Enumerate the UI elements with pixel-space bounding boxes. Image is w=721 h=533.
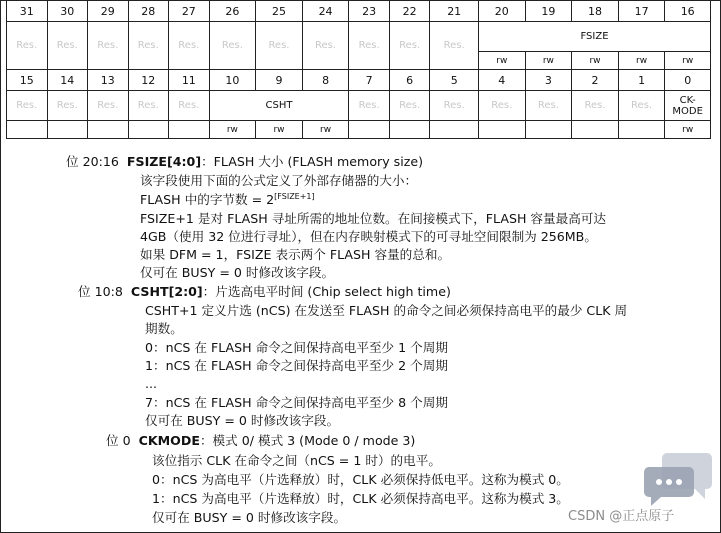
watermark-text: CSDN @正点原子 (568, 509, 675, 524)
reserved-cell: Res. (430, 91, 479, 121)
csht-name: CSHT[2:0] (130, 284, 203, 299)
csht-desc-line: CSHT+1 定义片选 (nCS) 在发送至 FLASH 的命令之间必须保持高电平的最少 CLK 周 (145, 303, 628, 318)
access-rw: rw (665, 121, 711, 139)
csht-desc-line: 仅可在 BUSY = 0 时修改该字段。 (145, 413, 340, 428)
csht-option-line: 7：nCS 在 FLASH 命令之间保持高电平至少 8 个周期 (145, 395, 448, 410)
bit-number: 26 (209, 1, 256, 22)
lower-access-row (7, 121, 711, 139)
bit-number: 18 (572, 1, 619, 22)
ckmode-option-line: 0：nCS 为高电平（片选释放）时，CLK 必须保持低电平。这称为模式 0。 (152, 472, 569, 487)
bit-number: 29 (88, 1, 129, 22)
bit-number: 16 (665, 1, 711, 22)
upper-bit-number-row (7, 1, 711, 22)
bit-number: 9 (256, 70, 303, 91)
access-empty (572, 121, 619, 139)
fsize-title: ：FLASH 大小 (FLASH memory size) (201, 154, 423, 169)
bit-number: 21 (430, 1, 479, 22)
fsize-desc-line: 仅可在 BUSY = 0 时修改该字段。 (140, 265, 335, 280)
ckmode-label-line2: MODE (672, 105, 703, 117)
csht-desc-line: 期数。 (145, 321, 183, 336)
access-rw: rw (302, 121, 349, 139)
bit-number: 6 (389, 70, 430, 91)
bit-number: 19 (525, 1, 572, 22)
fsize-bits: 位 20:16 (66, 154, 119, 169)
csht-option-line: 0：nCS 在 FLASH 命令之间保持高电平至少 1 个周期 (145, 340, 448, 355)
reserved-cell: Res. (169, 91, 210, 121)
access-empty (88, 121, 129, 139)
fsize-formula-exponent: [FSIZE+1] (274, 192, 315, 201)
reserved-cell: Res. (128, 22, 169, 70)
fsize-desc-line: FSIZE+1 是对 FLASH 寻址所需的地址位数。在间接模式下，FLASH 容量最高可达 (140, 211, 606, 226)
access-rw: rw (525, 52, 572, 70)
reserved-cell: Res. (525, 91, 572, 121)
access-empty (169, 121, 210, 139)
lower-bit-number-row (7, 70, 711, 91)
lower-field-row (7, 91, 711, 121)
bit-number: 10 (209, 70, 256, 91)
reserved-cell: Res. (7, 91, 48, 121)
ckmode-label-line1: CK- (679, 94, 696, 106)
bit-number: 23 (349, 1, 390, 22)
bit-number: 4 (479, 70, 526, 91)
reserved-cell: Res. (169, 22, 210, 70)
reserved-cell: Res. (302, 22, 349, 70)
bit-number: 20 (479, 1, 526, 22)
reserved-cell: Res. (572, 91, 619, 121)
reserved-cell: Res. (47, 22, 88, 70)
bit-number: 28 (128, 1, 169, 22)
bit-number: 15 (7, 70, 48, 91)
fsize-heading (66, 153, 423, 170)
access-rw: rw (618, 52, 665, 70)
access-empty (479, 121, 526, 139)
ckmode-option-line: 1：nCS 为高电平（片选释放）时，CLK 必须保持高电平。这称为模式 3。 (152, 491, 569, 506)
fsize-name: FSIZE[4:0] (126, 154, 202, 169)
access-empty (128, 121, 169, 139)
bit-number: 0 (665, 70, 711, 91)
bit-number: 31 (7, 1, 48, 22)
bit-number: 1 (618, 70, 665, 91)
bit-number: 30 (47, 1, 88, 22)
csht-option-line: 1：nCS 在 FLASH 命令之间保持高电平至少 2 个周期 (145, 358, 448, 373)
fsize-field-cell: FSIZE (479, 22, 711, 52)
reserved-cell: Res. (88, 22, 129, 70)
access-rw: rw (572, 52, 619, 70)
bit-number: 3 (525, 70, 572, 91)
reserved-cell: Res. (88, 91, 129, 121)
csht-bits: 位 10:8 (78, 284, 123, 299)
bit-number: 8 (302, 70, 349, 91)
ckmode-title: ：模式 0/ 模式 3 (Mode 0 / mode 3) (199, 433, 416, 448)
csht-title: ：片选高电平时间 (Chip select high time) (202, 284, 451, 299)
access-empty (47, 121, 88, 139)
upper-field-row (7, 22, 711, 52)
access-rw: rw (479, 52, 526, 70)
chat-bubble-icon (643, 449, 713, 507)
bit-number: 2 (572, 70, 619, 91)
reserved-cell: Res. (128, 91, 169, 121)
access-rw: rw (256, 121, 303, 139)
bit-number: 17 (618, 1, 665, 22)
reserved-cell: Res. (430, 22, 479, 70)
reserved-cell: Res. (256, 22, 303, 70)
access-rw: rw (665, 52, 711, 70)
bit-number: 12 (128, 70, 169, 91)
reserved-cell: Res. (349, 22, 390, 70)
reserved-cell: Res. (618, 91, 665, 121)
access-empty (430, 121, 479, 139)
access-empty (349, 121, 390, 139)
fsize-desc-line: 4GB（使用 32 位进行寻址），但在内存映射模式下的可寻址空间限制为 256MB。 (140, 229, 597, 244)
csht-field-cell: CSHT (209, 91, 349, 121)
reserved-cell: Res. (389, 22, 430, 70)
bit-number: 27 (169, 1, 210, 22)
ckmode-desc-line: 该位指示 CLK 在命令之间（nCS = 1 时）的电平。 (152, 453, 441, 468)
csht-heading (78, 283, 451, 300)
access-empty (389, 121, 430, 139)
bit-number: 25 (256, 1, 303, 22)
fsize-desc-line: 如果 DFM = 1，FSIZE 表示两个 FLASH 容量的总和。 (140, 247, 451, 262)
ckmode-heading (106, 432, 415, 449)
access-empty (525, 121, 572, 139)
access-rw: rw (209, 121, 256, 139)
ckmode-desc-line: 仅可在 BUSY = 0 时修改该字段。 (152, 510, 347, 525)
ckmode-bits: 位 0 (106, 433, 131, 448)
bit-number: 11 (169, 70, 210, 91)
fsize-formula-line (140, 191, 315, 208)
field-descriptions (0, 150, 721, 533)
reserved-cell: Res. (389, 91, 430, 121)
fsize-formula: FLASH 中的字节数 = 2 (140, 192, 275, 207)
bit-number: 14 (47, 70, 88, 91)
reserved-cell: Res. (47, 91, 88, 121)
bit-number: 22 (389, 1, 430, 22)
fsize-desc-line: 该字段使用下面的公式定义了外部存储器的大小： (140, 173, 418, 188)
bit-number: 7 (349, 70, 390, 91)
bit-number: 13 (88, 70, 129, 91)
register-map-table (6, 0, 711, 139)
bit-number: 24 (302, 1, 349, 22)
reserved-cell: Res. (349, 91, 390, 121)
csht-ellipsis: ... (145, 376, 158, 391)
reserved-cell: Res. (7, 22, 48, 70)
access-empty (7, 121, 48, 139)
access-empty (618, 121, 665, 139)
reserved-cell: Res. (479, 91, 526, 121)
bit-number: 5 (430, 70, 479, 91)
ckmode-field-cell (665, 91, 711, 121)
ckmode-name: CKMODE (138, 433, 200, 448)
reserved-cell: Res. (209, 22, 256, 70)
